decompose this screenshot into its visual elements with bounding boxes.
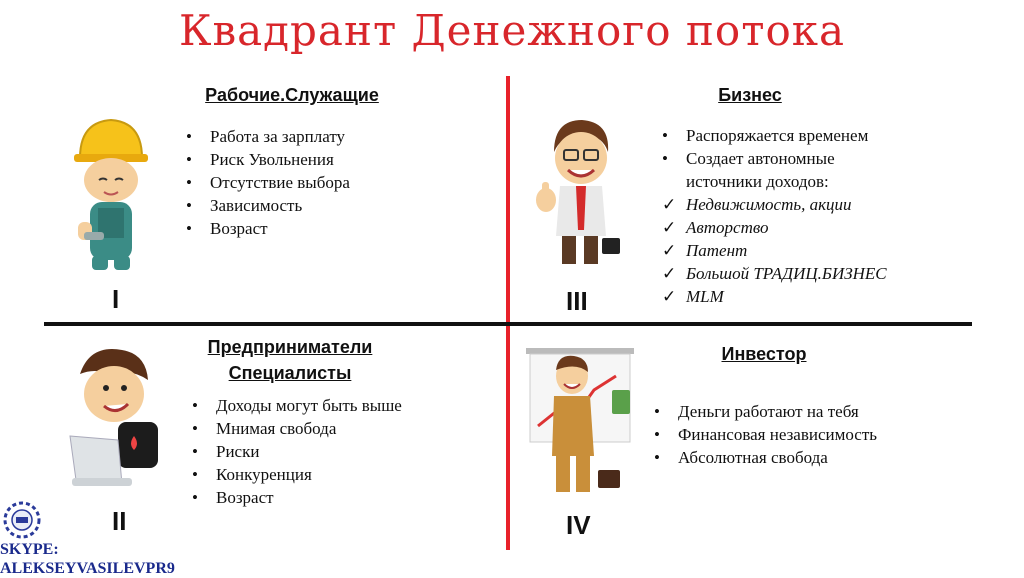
q4-heading: Инвестор	[721, 344, 807, 364]
q3-heading: Бизнес	[718, 85, 782, 105]
q4-list	[654, 400, 877, 469]
quadrant-numeral-iii: III	[566, 286, 588, 316]
list-item: • Деньги работают на тебя	[654, 402, 859, 421]
list-item: ✓ Патент	[662, 241, 748, 260]
list-item: ✓ Большой ТРАДИЦ.БИЗНЕС	[662, 264, 887, 283]
skype-label: SKYPE:	[0, 541, 59, 558]
list-item: • Распоряжается временем	[662, 126, 869, 145]
businessman-icon	[532, 112, 624, 277]
list-item: • Возраст	[192, 488, 274, 507]
q2-heading-line2: Специалисты	[228, 363, 352, 383]
list-item: ✓ Авторство	[662, 218, 769, 237]
quadrant-numeral-iv: IV	[566, 510, 591, 540]
list-item: • Мнимая свобода	[192, 419, 337, 438]
list-item: ✓ Недвижимость, акции	[662, 195, 852, 214]
list-item: • Доходы могут быть выше	[192, 396, 402, 415]
list-item: • Риск Увольнения	[186, 150, 334, 169]
page-title: Квадрант Денежного потока	[178, 6, 846, 55]
list-item: • Отсутствие выбора	[186, 173, 350, 192]
horizontal-divider	[44, 322, 972, 326]
list-item: • Конкуренция	[192, 465, 312, 484]
list-item: • Создает автономные источники доходов:	[662, 149, 835, 191]
list-item: • Риски	[192, 442, 260, 461]
worker-icon	[66, 112, 156, 277]
q1-list	[186, 125, 350, 240]
skype-contact	[0, 540, 175, 578]
skype-id: ALEKSEYVASILEVPR9	[0, 560, 175, 577]
specialist-icon	[66, 344, 166, 494]
investor-icon	[524, 346, 636, 502]
q2-heading-line1: Предприниматели	[207, 337, 373, 357]
q2-list	[192, 394, 402, 509]
list-item: ✓ MLM	[662, 287, 724, 306]
list-item: • Зависимость	[186, 196, 303, 215]
list-item: • Возраст	[186, 219, 268, 238]
logo-icon	[2, 500, 42, 540]
list-item: • Работа за зарплату	[186, 127, 346, 146]
q3-list	[662, 124, 887, 308]
q1-heading: Рабочие.Служащие	[205, 85, 379, 105]
quadrant-numeral-i: I	[112, 284, 120, 314]
list-item: • Финансовая независимость	[654, 425, 878, 444]
list-item: • Абсолютная свобода	[654, 448, 828, 467]
vertical-divider	[506, 76, 510, 550]
quadrant-numeral-ii: II	[112, 506, 127, 536]
